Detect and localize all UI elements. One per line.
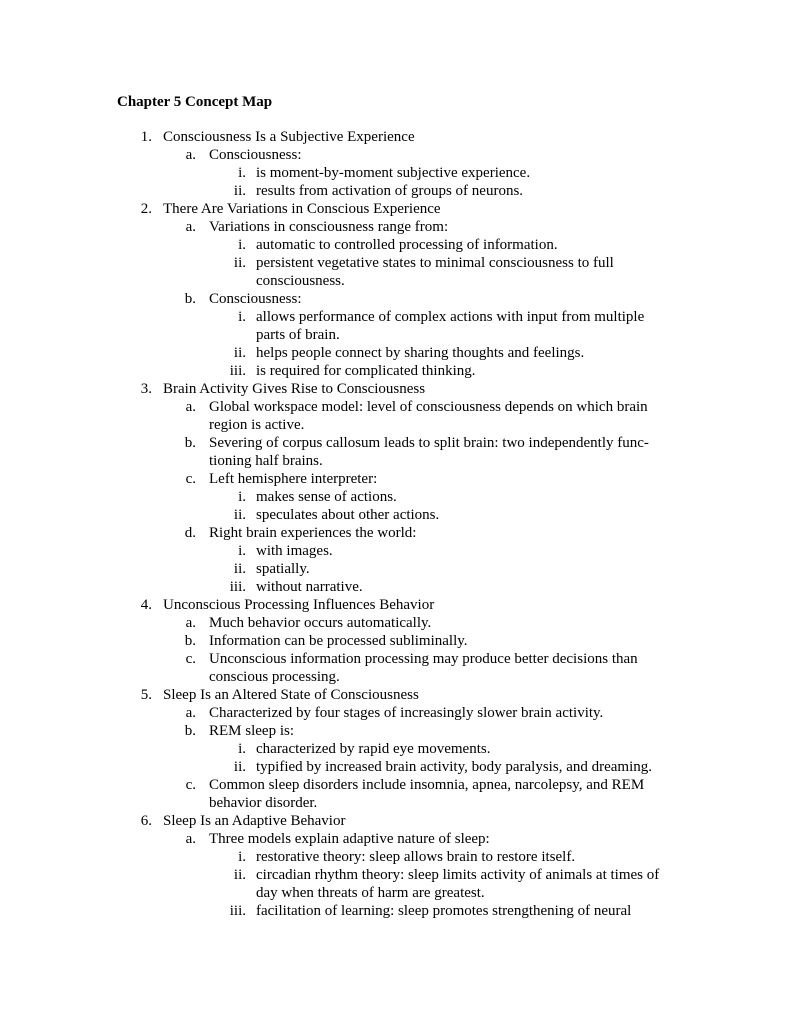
outline-continuation-line bbox=[0, 416, 791, 434]
outline-item-level-2 bbox=[0, 218, 791, 236]
outline-text: REM sleep is: bbox=[209, 723, 294, 739]
outline-marker: i. bbox=[238, 165, 246, 181]
outline-text: circadian rhythm theory: sleep limits activity of animals at times of bbox=[256, 867, 660, 883]
outline-item-level-1 bbox=[0, 686, 791, 704]
outline-item-level-2 bbox=[0, 146, 791, 164]
outline-text: Sleep Is an Altered State of Consciousness bbox=[163, 687, 419, 703]
outline-item-level-2 bbox=[0, 290, 791, 308]
outline-text: Much behavior occurs automatically. bbox=[209, 615, 432, 631]
outline-marker: i. bbox=[238, 237, 246, 253]
outline-marker: 2. bbox=[140, 201, 152, 217]
outline-marker: b. bbox=[184, 291, 196, 307]
outline-continuation-line bbox=[0, 272, 791, 290]
outline-marker: i. bbox=[238, 849, 246, 865]
outline-item-level-3 bbox=[0, 362, 791, 380]
outline-marker: a. bbox=[185, 399, 196, 415]
outline-text: Unconscious Processing Influences Behavior bbox=[163, 597, 435, 613]
outline-marker: ii. bbox=[233, 255, 246, 271]
outline-text: typified by increased brain activity, body paralysis, and dreaming. bbox=[256, 759, 652, 775]
outline-item-level-2 bbox=[0, 722, 791, 740]
outline-text: Three models explain adaptive nature of sleep: bbox=[209, 831, 490, 847]
outline-continuation-line bbox=[0, 884, 791, 902]
outline-item-level-2 bbox=[0, 614, 791, 632]
outline-marker: a. bbox=[185, 831, 196, 847]
outline-text: behavior disorder. bbox=[209, 795, 318, 811]
outline-marker: i. bbox=[238, 741, 246, 757]
outline-text: allows performance of complex actions with input from multiple bbox=[256, 309, 645, 325]
outline-text: There Are Variations in Conscious Experience bbox=[163, 201, 441, 217]
outline-marker: b. bbox=[184, 435, 196, 451]
outline-item-level-3 bbox=[0, 236, 791, 254]
outline-text: results from activation of groups of neurons. bbox=[256, 183, 524, 199]
outline-text: tioning half brains. bbox=[209, 453, 323, 469]
outline-item-level-2 bbox=[0, 650, 791, 668]
outline-text: is required for complicated thinking. bbox=[256, 363, 476, 379]
outline-item-level-3 bbox=[0, 344, 791, 362]
outline-text: automatic to controlled processing of information. bbox=[256, 237, 558, 253]
outline-item-level-3 bbox=[0, 866, 791, 884]
outline-text: without narrative. bbox=[256, 579, 363, 595]
outline-item-level-3 bbox=[0, 506, 791, 524]
outline-text: Right brain experiences the world: bbox=[209, 525, 417, 541]
outline-marker: c. bbox=[185, 651, 196, 667]
outline-item-level-2 bbox=[0, 470, 791, 488]
outline-item-level-1 bbox=[0, 812, 791, 830]
outline-marker: a. bbox=[185, 147, 196, 163]
outline-continuation-line bbox=[0, 668, 791, 686]
outline-item-level-1 bbox=[0, 380, 791, 398]
outline-item-level-3 bbox=[0, 758, 791, 776]
outline-text: makes sense of actions. bbox=[256, 489, 397, 505]
outline-text: region is active. bbox=[209, 417, 305, 433]
outline-marker: d. bbox=[184, 525, 196, 541]
outline-item-level-3 bbox=[0, 578, 791, 596]
outline-item-level-2 bbox=[0, 830, 791, 848]
outline-marker: ii. bbox=[233, 507, 246, 523]
outline-text: Sleep Is an Adaptive Behavior bbox=[163, 813, 346, 829]
outline-continuation-line bbox=[0, 794, 791, 812]
outline-item-level-3 bbox=[0, 740, 791, 758]
outline-item-level-3 bbox=[0, 848, 791, 866]
outline-marker: i. bbox=[238, 489, 246, 505]
outline-item-level-1 bbox=[0, 200, 791, 218]
outline-marker: iii. bbox=[229, 903, 246, 919]
outline-marker: c. bbox=[185, 471, 196, 487]
outline-marker: a. bbox=[185, 219, 196, 235]
outline-text: helps people connect by sharing thoughts and feelings. bbox=[256, 345, 585, 361]
outline-marker: ii. bbox=[233, 759, 246, 775]
outline-item-level-2 bbox=[0, 776, 791, 794]
outline-text: spatially. bbox=[256, 561, 310, 577]
outline-marker: a. bbox=[185, 705, 196, 721]
outline-text: Brain Activity Gives Rise to Consciousness bbox=[163, 381, 426, 397]
outline-item-level-2 bbox=[0, 398, 791, 416]
outline-marker: 3. bbox=[140, 381, 152, 397]
outline-marker: b. bbox=[184, 723, 196, 739]
outline-text: conscious processing. bbox=[209, 669, 340, 685]
outline-text: facilitation of learning: sleep promotes strengthening of neural bbox=[256, 903, 632, 919]
outline-item-level-3 bbox=[0, 254, 791, 272]
outline-item-level-1 bbox=[0, 128, 791, 146]
concept-map-outline bbox=[0, 128, 791, 920]
outline-text: Consciousness: bbox=[209, 291, 302, 307]
outline-text: Severing of corpus callosum leads to split brain: two independently func- bbox=[209, 435, 649, 451]
outline-marker: iii. bbox=[229, 363, 246, 379]
outline-item-level-3 bbox=[0, 308, 791, 326]
outline-marker: b. bbox=[184, 633, 196, 649]
outline-item-level-3 bbox=[0, 182, 791, 200]
outline-item-level-3 bbox=[0, 560, 791, 578]
outline-marker: 4. bbox=[140, 597, 152, 613]
outline-marker: ii. bbox=[233, 345, 246, 361]
outline-text: is moment-by-moment subjective experience. bbox=[256, 165, 531, 181]
outline-marker: c. bbox=[185, 777, 196, 793]
outline-text: Global workspace model: level of consciousness depends on which brain bbox=[209, 399, 648, 415]
outline-item-level-2 bbox=[0, 704, 791, 722]
outline-marker: i. bbox=[238, 309, 246, 325]
outline-text: Common sleep disorders include insomnia, apnea, narcolepsy, and REM bbox=[209, 777, 645, 793]
outline-text: persistent vegetative states to minimal consciousness to full bbox=[256, 255, 614, 271]
outline-item-level-1 bbox=[0, 596, 791, 614]
outline-item-level-3 bbox=[0, 488, 791, 506]
outline-text: Consciousness Is a Subjective Experience bbox=[163, 129, 415, 145]
outline-marker: iii. bbox=[229, 579, 246, 595]
outline-text: Variations in consciousness range from: bbox=[209, 219, 449, 235]
outline-text: Consciousness: bbox=[209, 147, 302, 163]
outline-item-level-2 bbox=[0, 632, 791, 650]
outline-item-level-2 bbox=[0, 434, 791, 452]
outline-text: characterized by rapid eye movements. bbox=[256, 741, 491, 757]
outline-text: day when threats of harm are greatest. bbox=[256, 885, 485, 901]
outline-marker: ii. bbox=[233, 867, 246, 883]
outline-marker: ii. bbox=[233, 561, 246, 577]
outline-marker: ii. bbox=[233, 183, 246, 199]
outline-marker: 6. bbox=[140, 813, 152, 829]
outline-item-level-3 bbox=[0, 542, 791, 560]
outline-item-level-2 bbox=[0, 524, 791, 542]
outline-text: consciousness. bbox=[256, 273, 345, 289]
outline-text: parts of brain. bbox=[256, 327, 340, 343]
outline-continuation-line bbox=[0, 326, 791, 344]
outline-text: Left hemisphere interpreter: bbox=[209, 471, 378, 487]
outline-text: restorative theory: sleep allows brain to restore itself. bbox=[256, 849, 576, 865]
outline-continuation-line bbox=[0, 452, 791, 470]
outline-text: speculates about other actions. bbox=[256, 507, 440, 523]
outline-text: Unconscious information processing may produce better decisions than bbox=[209, 651, 638, 667]
outline-item-level-3 bbox=[0, 164, 791, 182]
outline-item-level-3 bbox=[0, 902, 791, 920]
outline-marker: a. bbox=[185, 615, 196, 631]
outline-text: Information can be processed subliminally. bbox=[209, 633, 468, 649]
outline-marker: i. bbox=[238, 543, 246, 559]
outline-text: with images. bbox=[256, 543, 333, 559]
outline-text: Characterized by four stages of increasingly slower brain activity. bbox=[209, 705, 604, 721]
page-title: Chapter 5 Concept Map bbox=[117, 94, 273, 110]
outline-marker: 1. bbox=[140, 129, 152, 145]
outline-marker: 5. bbox=[140, 687, 152, 703]
